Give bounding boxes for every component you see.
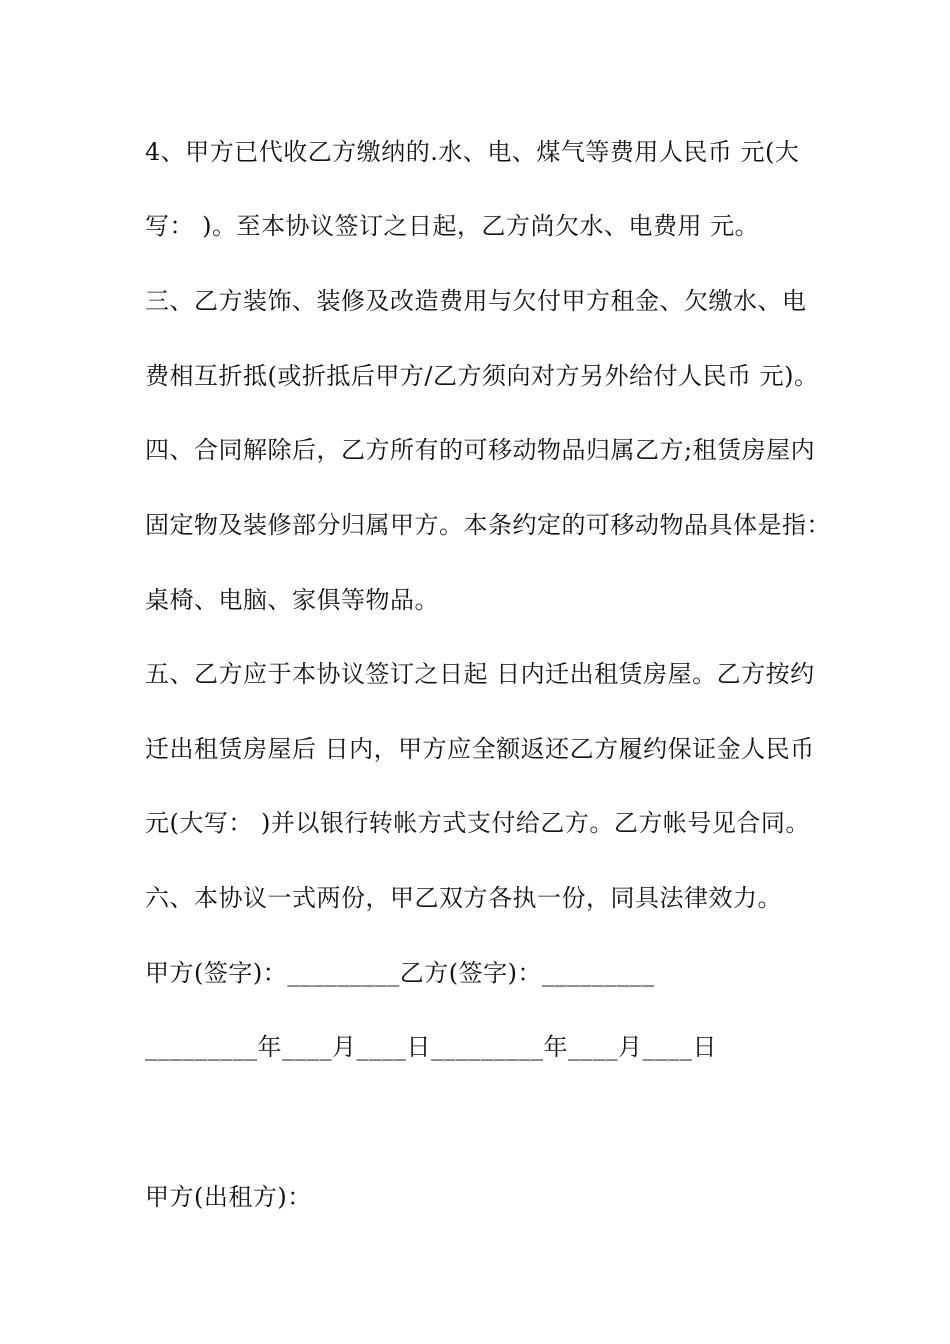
clause-5-line-2: 迁出租赁房屋后 日内，甲方应全额返还乙方履约保证金人民币 [145, 735, 815, 763]
clause-4b-line-1: 四、合同解除后，乙方所有的可移动物品归属乙方;租赁房屋内 [145, 436, 816, 464]
clause-4-line-2: 写： )。至本协议签订之日起，乙方尚欠水、电费用 元。 [145, 212, 760, 240]
clause-3-line-2: 费相互折抵(或折抵后甲方/乙方须向对方另外给付人民币 元)。 [145, 362, 819, 390]
date-line: _________年____月____日_________年____月____日 [145, 1033, 717, 1061]
clause-6-line: 六、本协议一式两份，甲乙双方各执一份，同具法律效力。 [145, 884, 782, 912]
clause-4b-line-2: 固定物及装修部分归属甲方。本条约定的可移动物品具体是指： [145, 511, 831, 539]
signature-line: 甲方(签字)：_________乙方(签字)：_________ [145, 959, 655, 987]
clause-3-line-1: 三、乙方装饰、装修及改造费用与欠付甲方租金、欠缴水、电 [145, 287, 807, 315]
clause-4-line-1: 4、甲方已代收乙方缴纳的.水、电、煤气等费用人民币 元(大 [145, 138, 800, 166]
clause-4b-line-3: 桌椅、电脑、家俱等物品。 [145, 586, 439, 614]
lessor-label: 甲方(出租方)： [145, 1183, 312, 1211]
clause-5-line-3: 元(大写： )并以银行转帐方式支付给乙方。乙方帐号见合同。 [145, 809, 810, 837]
clause-5-line-1: 五、乙方应于本协议签订之日起 日内迁出租赁房屋。乙方按约 [145, 660, 815, 688]
